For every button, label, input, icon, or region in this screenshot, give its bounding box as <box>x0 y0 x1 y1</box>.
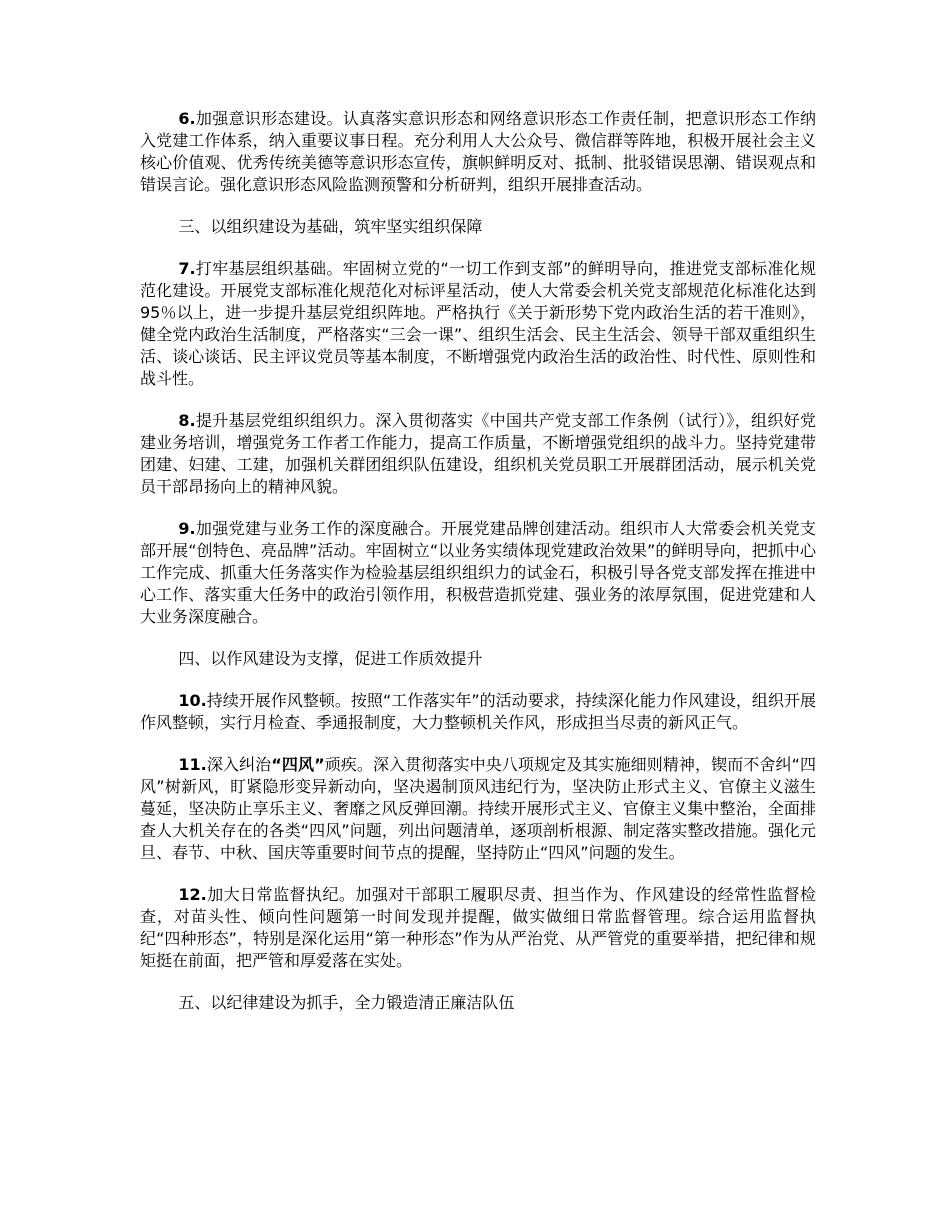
item-number: 7. <box>178 259 196 278</box>
paragraph-text: 加大日常监督执纪。加强对干部职工履职尽责、担当作为、作风建设的经常性监督检查，对苗头性、倾向性问题第一时间发现并提醒，做实做细日常监督管理。综合运用监督执纪“四种形态”，特别是深化运用“第一种形态”作为从严治党、从严管党的重要举措，把纪律和规矩挺在前面，把严管和厚爱落在实处。 <box>140 885 816 970</box>
paragraph-text: 加强党建与业务工作的深度融合。开展党建品牌创建活动。组织市人大常委会机关党支部开展“创特色、亮品牌”活动。牢固树立“以业务实绩体现党建政治效果”的鲜明导向，把抓中心工作完成、抓重大任务落实作为检验基层组织组织力的试金石，积极引导各党支部发挥在推进中心工作、落实重大任务中的政治引领作用，积极营造抓党建、强业务的浓厚氛围，促进党建和人大业务深度融合。 <box>140 519 816 626</box>
section-heading-5: 五、以纪律建设为抓手，全力锻造清正廉洁队伍 <box>178 993 515 1012</box>
item-number: 12. <box>178 885 207 904</box>
paragraph-text: 持续开展作风整顿。按照“工作落实年”的活动要求，持续深化能力作风建设，组织开展作风整顿，实行月检查、季通报制度，大力整顿机关作风，形成担当尽责的新风正气。 <box>140 691 816 732</box>
paragraph-text: 加强意识形态建设。认真落实意识形态和网络意识形态工作责任制，把意识形态工作纳入党建工作体系，纳入重要议事日程。充分利用人大公众号、微信群等阵地，积极开展社会主义核心价值观、优秀传统美德等意识形态宣传，旗帜鲜明反对、抵制、批驳错误思潮、错误观点和错误言论。强化意识形态风险监测预警和分析研判，组织开展排查活动。 <box>140 109 816 194</box>
item-number: 11. <box>178 755 207 774</box>
paragraph-text: 打牢基层组织基础。牢固树立党的“一切工作到支部”的鲜明导向，推进党支部标准化规范化建设。开展党支部标准化规范化对标评星活动，使人大常委会机关党支部规范化标准化达到 95％以上，进一步提升基层党组织阵地。严格执行《关于新形势下党内政治生活的若干准则》，健全党内政治生活制度，严格落实“三会一课”、组织生活会、民主生活会、领导干部双重组织生活、谈心谈话、民主评议党员等基本制度，不断增强党内政治生活的政治性、时代性、原则性和战斗性。 <box>140 259 816 388</box>
paragraph-11 <box>140 754 816 864</box>
item-number: 6. <box>178 109 196 128</box>
paragraph-7 <box>140 258 816 390</box>
paragraph-6 <box>140 108 816 196</box>
paragraph-12 <box>140 884 816 972</box>
paragraph-text: 提升基层党组织组织力。深入贯彻落实《中国共产党支部工作条例（试行）》，组织好党建业务培训，增强党务工作者工作能力，提高工作质量，不断增强党组织的战斗力。坚持党建带团建、妇建、工建，加强机关群团组织队伍建设，组织机关党员职工开展群团活动，展示机关党员干部昂扬向上的精神风貌。 <box>140 411 816 496</box>
section-heading-3: 三、以组织建设为基础，筑牢坚实组织保障 <box>178 217 483 236</box>
item-number: 8. <box>178 411 196 430</box>
paragraph-lead: 深入纠治 <box>206 755 272 774</box>
item-number: 10. <box>178 691 207 710</box>
section-heading-4: 四、以作风建设为支撑，促进工作质效提升 <box>178 649 483 668</box>
document-page <box>140 108 816 1034</box>
paragraph-9 <box>140 518 816 628</box>
paragraph-quote: “四风” <box>271 755 325 774</box>
paragraph-text: 顽疾。深入贯彻落实中央八项规定及其实施细则精神，锲而不舍纠“四风”树新风，盯紧隐形变异新动向，坚决遏制顶风违纪行为，坚决防止形式主义、官僚主义滋生蔓延，坚决防止享乐主义、奢靡之风反弹回潮。持续开展形式主义、官僚主义集中整治，全面排查人大机关存在的各类“四风”问题，列出问题清单，逐项剖析根源、制定落实整改措施。强化元旦、春节、中秋、国庆等重要时间节点的提醒，坚持防止“四风”问题的发生。 <box>140 755 816 862</box>
paragraph-10 <box>140 690 816 734</box>
paragraph-8 <box>140 410 816 498</box>
item-number: 9. <box>178 519 196 538</box>
